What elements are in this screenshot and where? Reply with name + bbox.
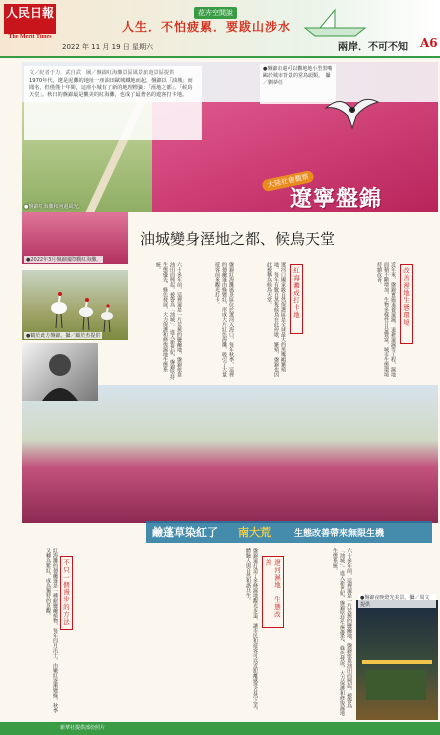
article-column-1: 六十多年前，這裡還是一片荒蕪的鹽鹼地，盤錦依靠油田而興起，被譽為「油城」。進入新世紀，盤錦堅持生態優先、綠色發展，大力保護和修復濕地生態系統。 <box>155 262 182 380</box>
column-subhead-1: 紅海灘成打卡地 <box>290 264 303 334</box>
banner-lead: 鹼蓬草染紅了 <box>152 526 218 539</box>
newspaper-logo: 人民日報 <box>4 4 56 34</box>
section-tag: 花卉空間說 <box>194 7 237 19</box>
newspaper-logo-english: The Merit Times <box>8 34 52 40</box>
gull-photo-caption: ●盤錦市還可以觀地地小型黑嘴鷗於城市背景的常鳥頭類。 攝／劉夢任 <box>260 64 336 104</box>
headline-title: 遼寧盤錦 <box>290 186 383 212</box>
seagull-icon <box>322 88 382 134</box>
headline-subtitle: 油城變身溼地之都、候鳥天堂 <box>140 230 336 248</box>
hero-photo-credit: ●盤錦紅海灘和河邊風光。 <box>24 204 84 210</box>
crane-icon <box>50 292 68 328</box>
article-column-4: 近年來，盤錦實施退養還濕、退耕還濕等工程，濕地面積不斷增加，生物多樣性日益豐富，城市生態環境持續改善。 <box>376 262 396 377</box>
article-column-6: 盤錦還打造了多條濕地觀光步道，讓市民和遊客可以近距離感受自然之美，體驗人與自然和諧共生。 <box>245 548 258 713</box>
page-number: A6 <box>420 36 438 50</box>
crane-icon <box>78 298 94 330</box>
column-subhead-3: 遼河濕地 生態改善 <box>262 556 284 628</box>
column-subhead-4: 不只一個漫步的方法 <box>60 556 73 630</box>
header-divider <box>0 56 440 58</box>
author-portrait <box>22 343 98 401</box>
garden-beds <box>366 670 426 700</box>
cranes-caption: ●鶴於此方盤錦。攝／顧於杰提供 <box>26 333 101 339</box>
cranes-photo <box>22 270 128 340</box>
intro-text: 1970年代，遼是泥灘的地址一座油田歐城鐵地而起，盤錦以「油城」而聞名，但僅僅十年間，這座小城有了新的地理標籤：「溼地之都」、「候鳥天堂」。秋日的盤錦最是觀美的紅海灘，也成了最著名的遊客打卡地。 <box>29 78 193 98</box>
paper-boat-icon <box>300 8 370 38</box>
column-subhead-2: 改善溼地生態環境 <box>400 264 413 344</box>
article-column-5: 紅海灘的翅鹼蓬是一種耐鹽鹼植物，每年四月出土，由嫩紅逐漸變綠，秋季又轉為紫紅，成為獨特的景觀。 <box>45 548 58 713</box>
banner-tail: 生態改善帶來無限生機 <box>294 529 385 539</box>
wetland-landscape-photo <box>22 385 438 523</box>
issue-date: 2022 年 11 月 19 日 星期六 <box>62 43 153 51</box>
crane-icon <box>100 304 114 332</box>
lights-strip <box>362 660 432 664</box>
second-headline-banner <box>146 521 432 543</box>
page-section-title: 兩岸．不可不知 <box>338 42 408 53</box>
column-kicker: 大陸社會觀察 <box>261 170 314 193</box>
night-lights-photo <box>356 600 438 720</box>
night-photo-caption: ●盤錦夜晚燈光美景。攝／周文提供 <box>358 594 436 608</box>
header-slogan: 人生．不怕疲累．要跋山涉水 <box>122 20 292 34</box>
article-column-7: 六十多年前，這裡還是一片荒蕪的鹽鹼地，盤錦依靠油田而興起，被譽為「油城」。進入新世紀，盤錦堅持生態優先、綠色發展，大力保護和修復濕地生態系統。 <box>332 548 352 716</box>
masthead <box>0 0 440 56</box>
intro-caption-box <box>24 66 202 140</box>
banner-highlight: 南大荒 <box>238 526 271 539</box>
person-icon <box>38 349 82 401</box>
article-column-2: 盤錦紅海灘風景區位於遼河入海口，每年秋季，這裡的翅鹼蓬由綠變紅，形成大片紅色海灘，吸引了大量遊客前來觀光打卡。 <box>214 262 234 377</box>
article-column-3: 遼河口國家級自然保護區是全球最大的黑嘴鷗繁殖地，每年有數百萬隻候鳥在此停歇、繁殖，盤錦也因此被稱為候鳥天堂。 <box>266 262 286 377</box>
byline: 文／紀者于力．武自武 圖／盤錦紅海灘景區風景旅遊景區提供 <box>29 70 175 76</box>
page-footer: 新華社提供部份照片 <box>0 722 440 735</box>
red-beach-caption: ●2022年3月盤錦國際觀紅海灘。 <box>26 257 102 263</box>
